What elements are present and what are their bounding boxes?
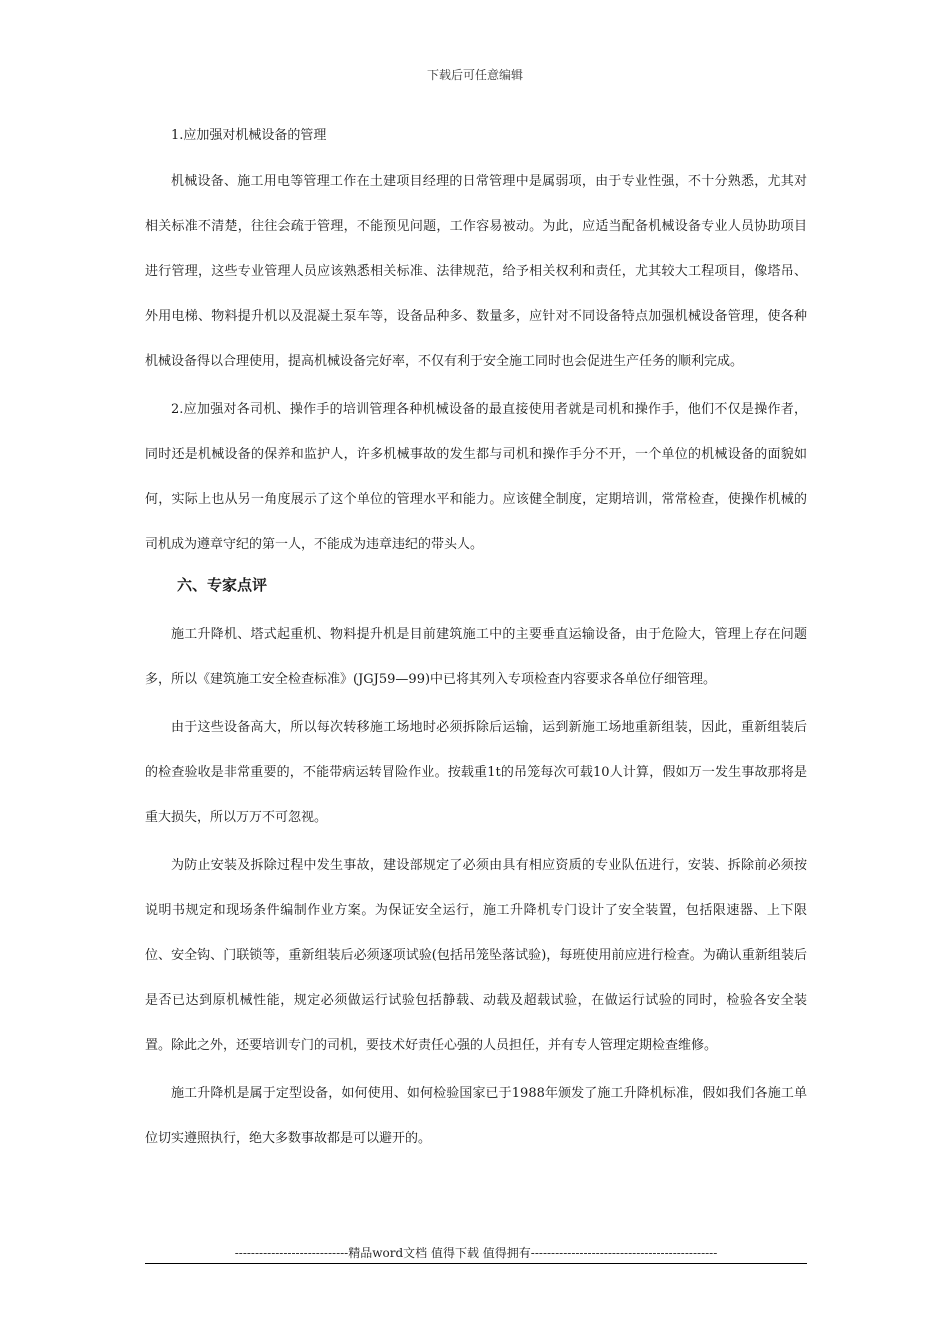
section-item-1: 1.应加强对机械设备的管理 xyxy=(171,128,327,143)
footer-text: ----------------------------精品word文档 值得下载 值得拥有---------------------------------------------- xyxy=(234,1246,718,1260)
body-paragraph: 为防止安装及拆除过程中发生事故，建设部规定了必须由具有相应资质的专业队伍进行，安装、拆除前必须按说明书规定和现场条件编制作业方案。为保证安全运行，施工升降机专门设计了安全装置，包括限速器、上下限位、安全钩、门联锁等，重新组装后必须逐项试验(包括吊笼坠落试验)，每班使用前应进行检查。为确认重新组装后是否已达到原机械性能，规定必须做运行试验包括静载、动载及超载试验，在做运行试验的同时，检验各安全装置。除此之外，还要培训专门的司机，要技术好责任心强的人员担任，并有专人管理定期检查维修。 xyxy=(145,858,807,1053)
document-body xyxy=(145,118,807,1164)
page-footer xyxy=(145,1244,807,1264)
section-item-2: 2.应加强对各司机、操作手的培训管理各种机械设备的最直接使用者就是司机和操作手，他们不仅是操作者，同时还是机械设备的保养和监护人，许多机械事故的发生都与司机和操作手分不开，一个单位的机械设备的面貌如何，实际上也从另一角度展示了这个单位的管理水平和能力。应该健全制度，定期培训，常常检查，使操作机械的司机成为遵章守纪的第一人，不能成为违章违纪的带头人。 xyxy=(145,402,807,552)
section-heading: 六、专家点评 xyxy=(177,576,268,594)
body-paragraph: 由于这些设备高大，所以每次转移施工场地时必须拆除后运输，运到新施工场地重新组装，因此，重新组装后的检查验收是非常重要的，不能带病运转冒险作业。按载重1t的吊笼每次可载10人计算，假如万一发生事故那将是重大损失，所以万万不可忽视。 xyxy=(145,720,807,825)
body-paragraph: 施工升降机、塔式起重机、物料提升机是目前建筑施工中的主要垂直运输设备，由于危险大，管理上存在问题多，所以《建筑施工安全检查标准》(JGJ59—99)中已将其列入专项检查内容要求各单位仔细管理。 xyxy=(145,627,807,687)
body-paragraph: 机械设备、施工用电等管理工作在土建项目经理的日常管理中是属弱项，由于专业性强，不十分熟悉，尤其对相关标准不清楚，往往会疏于管理，不能预见问题，工作容易被动。为此，应适当配备机械设备专业人员协助项目进行管理，这些专业管理人员应该熟悉相关标准、法律规范，给予相关权利和责任，尤其较大工程项目，像塔吊、外用电梯、物料提升机以及混凝土泵车等，设备品种多、数量多，应针对不同设备特点加强机械设备管理，使各种机械设备得以合理使用，提高机械设备完好率，不仅有利于安全施工同时也会促进生产任务的顺利完成。 xyxy=(145,174,807,369)
page-header: 下载后可任意编辑 xyxy=(426,68,523,82)
footer-divider xyxy=(145,1263,807,1264)
body-paragraph: 施工升降机是属于定型设备，如何使用、如何检验国家已于1988年颁发了施工升降机标准，假如我们各施工单位切实遵照执行，绝大多数事故都是可以避开的。 xyxy=(145,1086,807,1146)
